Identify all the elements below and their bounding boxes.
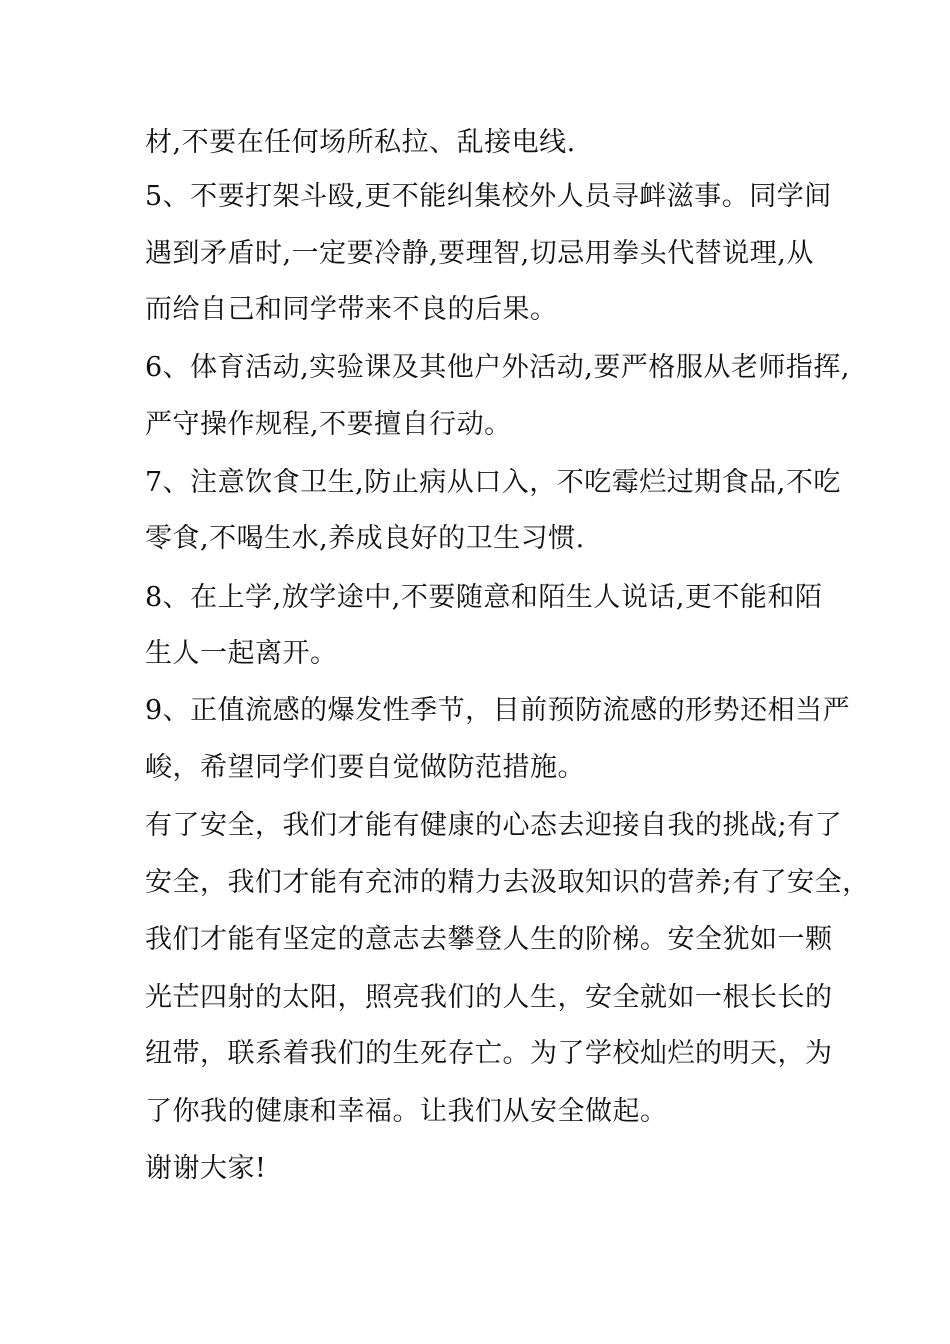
text-line: 5、不要打架斗殴,更不能纠集校外人员寻衅滋事。同学间 bbox=[145, 181, 832, 212]
text-line: 安全，我们才能有充沛的精力去汲取知识的营养;有了安全， bbox=[145, 867, 870, 898]
text-line: 我们才能有坚定的意志去攀登人生的阶梯。安全犹如一颗 bbox=[145, 924, 833, 955]
text-line: 7、注意饮食卫生,防止病从口入，不吃霉烂过期食品,不吃 bbox=[145, 467, 841, 498]
text-line: 了你我的健康和幸福。让我们从安全做起。 bbox=[145, 1096, 668, 1127]
text-line: 而给自己和同学带来不良的后果。 bbox=[145, 294, 558, 325]
text-line: 6、体育活动,实验课及其他户外活动,要严格服从老师指挥, bbox=[145, 352, 850, 383]
text-line: 材,不要在任何场所私拉、乱接电线. bbox=[145, 127, 576, 158]
text-line: 纽带，联系着我们的生死存亡。为了学校灿烂的明天，为 bbox=[145, 1038, 833, 1069]
text-line: 遇到矛盾时,一定要冷静,要理智,切忌用拳头代替说理,从 bbox=[145, 238, 814, 269]
text-line: 谢谢大家! bbox=[145, 1153, 267, 1184]
text-line: 严守操作规程,不要擅自行动。 bbox=[145, 409, 512, 440]
text-line: 峻，希望同学们要自觉做防范措施。 bbox=[145, 752, 585, 783]
text-line: 生人一起离开。 bbox=[145, 638, 338, 669]
text-line: 光芒四射的太阳，照亮我们的人生，安全就如一根长长的 bbox=[145, 982, 833, 1013]
text-line: 8、在上学,放学途中,不要随意和陌生人说话,更不能和陌 bbox=[145, 582, 823, 613]
text-line: 9、正值流感的爆发性季节，目前预防流感的形势还相当严 bbox=[145, 695, 851, 726]
text-line: 零食,不喝生水,养成良好的卫生习惯. bbox=[145, 523, 585, 554]
text-line: 有了安全，我们才能有健康的心态去迎接自我的挑战;有了 bbox=[145, 810, 843, 841]
